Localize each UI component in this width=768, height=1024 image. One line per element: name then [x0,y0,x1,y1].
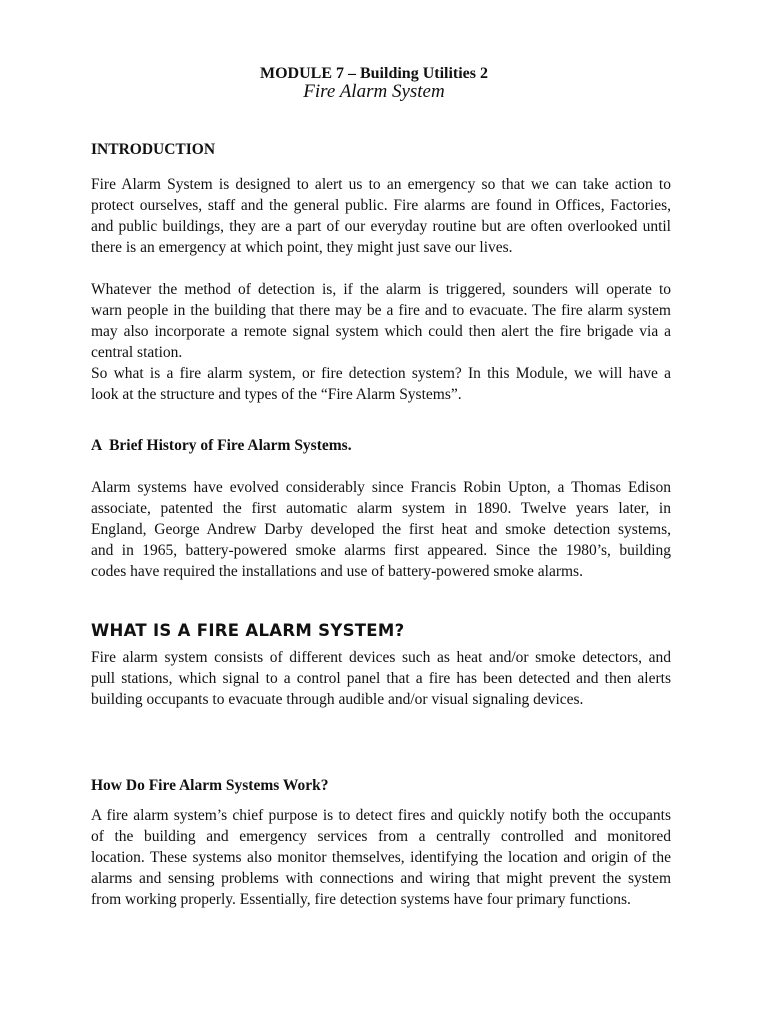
module-title: MODULE 7 – Building Utilities 2 [259,65,489,82]
paragraph-line: there is an emergency at which point, they might just save our lives. [91,239,513,256]
paragraph-line: Fire Alarm System is designed to alert us to an emergency so that we can take action to [91,176,671,193]
paragraph-line: A fire alarm system’s chief purpose is to detect fires and quickly notify both the occupants [91,807,671,824]
paragraph-line: So what is a fire alarm system, or fire detection system? In this Module, we will have a [91,365,671,382]
paragraph-line: associate, patented the first automatic alarm system in 1890. Twelve years later, in [91,500,671,517]
paragraph-line: location. These systems also monitor themselves, identifying the location and origin of the [91,849,671,866]
what-is-heading: WHAT IS A FIRE ALARM SYSTEM? [91,621,405,640]
paragraph-line: Whatever the method of detection is, if the alarm is triggered, sounders will operate to [91,281,671,298]
document-title: Fire Alarm System [303,81,445,102]
paragraph-line: central station. [91,344,183,361]
introduction-paragraph-1 [91,174,671,258]
introduction-paragraph-3 [91,363,671,405]
paragraph-line: Alarm systems have evolved considerably since Francis Robin Upton, a Thomas Edison [91,479,671,496]
how-it-works-paragraph [91,805,671,910]
paragraph-line: and public buildings, they are a part of our everyday routine but are often overlooked until [91,218,671,235]
paragraph-line: Fire alarm system consists of different devices such as heat and/or smoke detectors, and [91,649,671,666]
paragraph-line: from working properly. Essentially, fire detection systems have four primary functions. [91,891,631,908]
history-heading: A Brief History of Fire Alarm Systems. [91,437,352,454]
history-paragraph [91,477,671,582]
paragraph-line: building occupants to evacuate through audible and/or visual signaling devices. [91,691,584,708]
how-it-works-heading: How Do Fire Alarm Systems Work? [91,777,329,794]
paragraph-line: England, George Andrew Darby developed the first heat and smoke detection systems, [91,521,671,538]
paragraph-line: protect ourselves, staff and the general public. Fire alarms are found in Offices, Factories, [91,197,671,214]
what-is-paragraph [91,647,671,710]
paragraph-line: alarms and sensing problems with connections and wiring that might prevent the system [91,870,671,887]
paragraph-line: look at the structure and types of the “Fire Alarm Systems”. [91,386,462,403]
paragraph-line: of the building and emergency services from a centrally controlled and monitored [91,828,671,845]
paragraph-line: pull stations, which signal to a control panel that a fire has been detected and then alerts [91,670,671,687]
paragraph-line: and in 1965, battery-powered smoke alarms first appeared. Since the 1980’s, building [91,542,671,559]
paragraph-line: may also incorporate a remote signal system which could then alert the fire brigade via a [91,323,671,340]
paragraph-line: codes have required the installations and use of battery-powered smoke alarms. [91,563,583,580]
paragraph-line: warn people in the building that there may be a fire and to evacuate. The fire alarm system [91,302,671,319]
introduction-heading: INTRODUCTION [91,141,216,158]
introduction-paragraph-2 [91,279,671,363]
